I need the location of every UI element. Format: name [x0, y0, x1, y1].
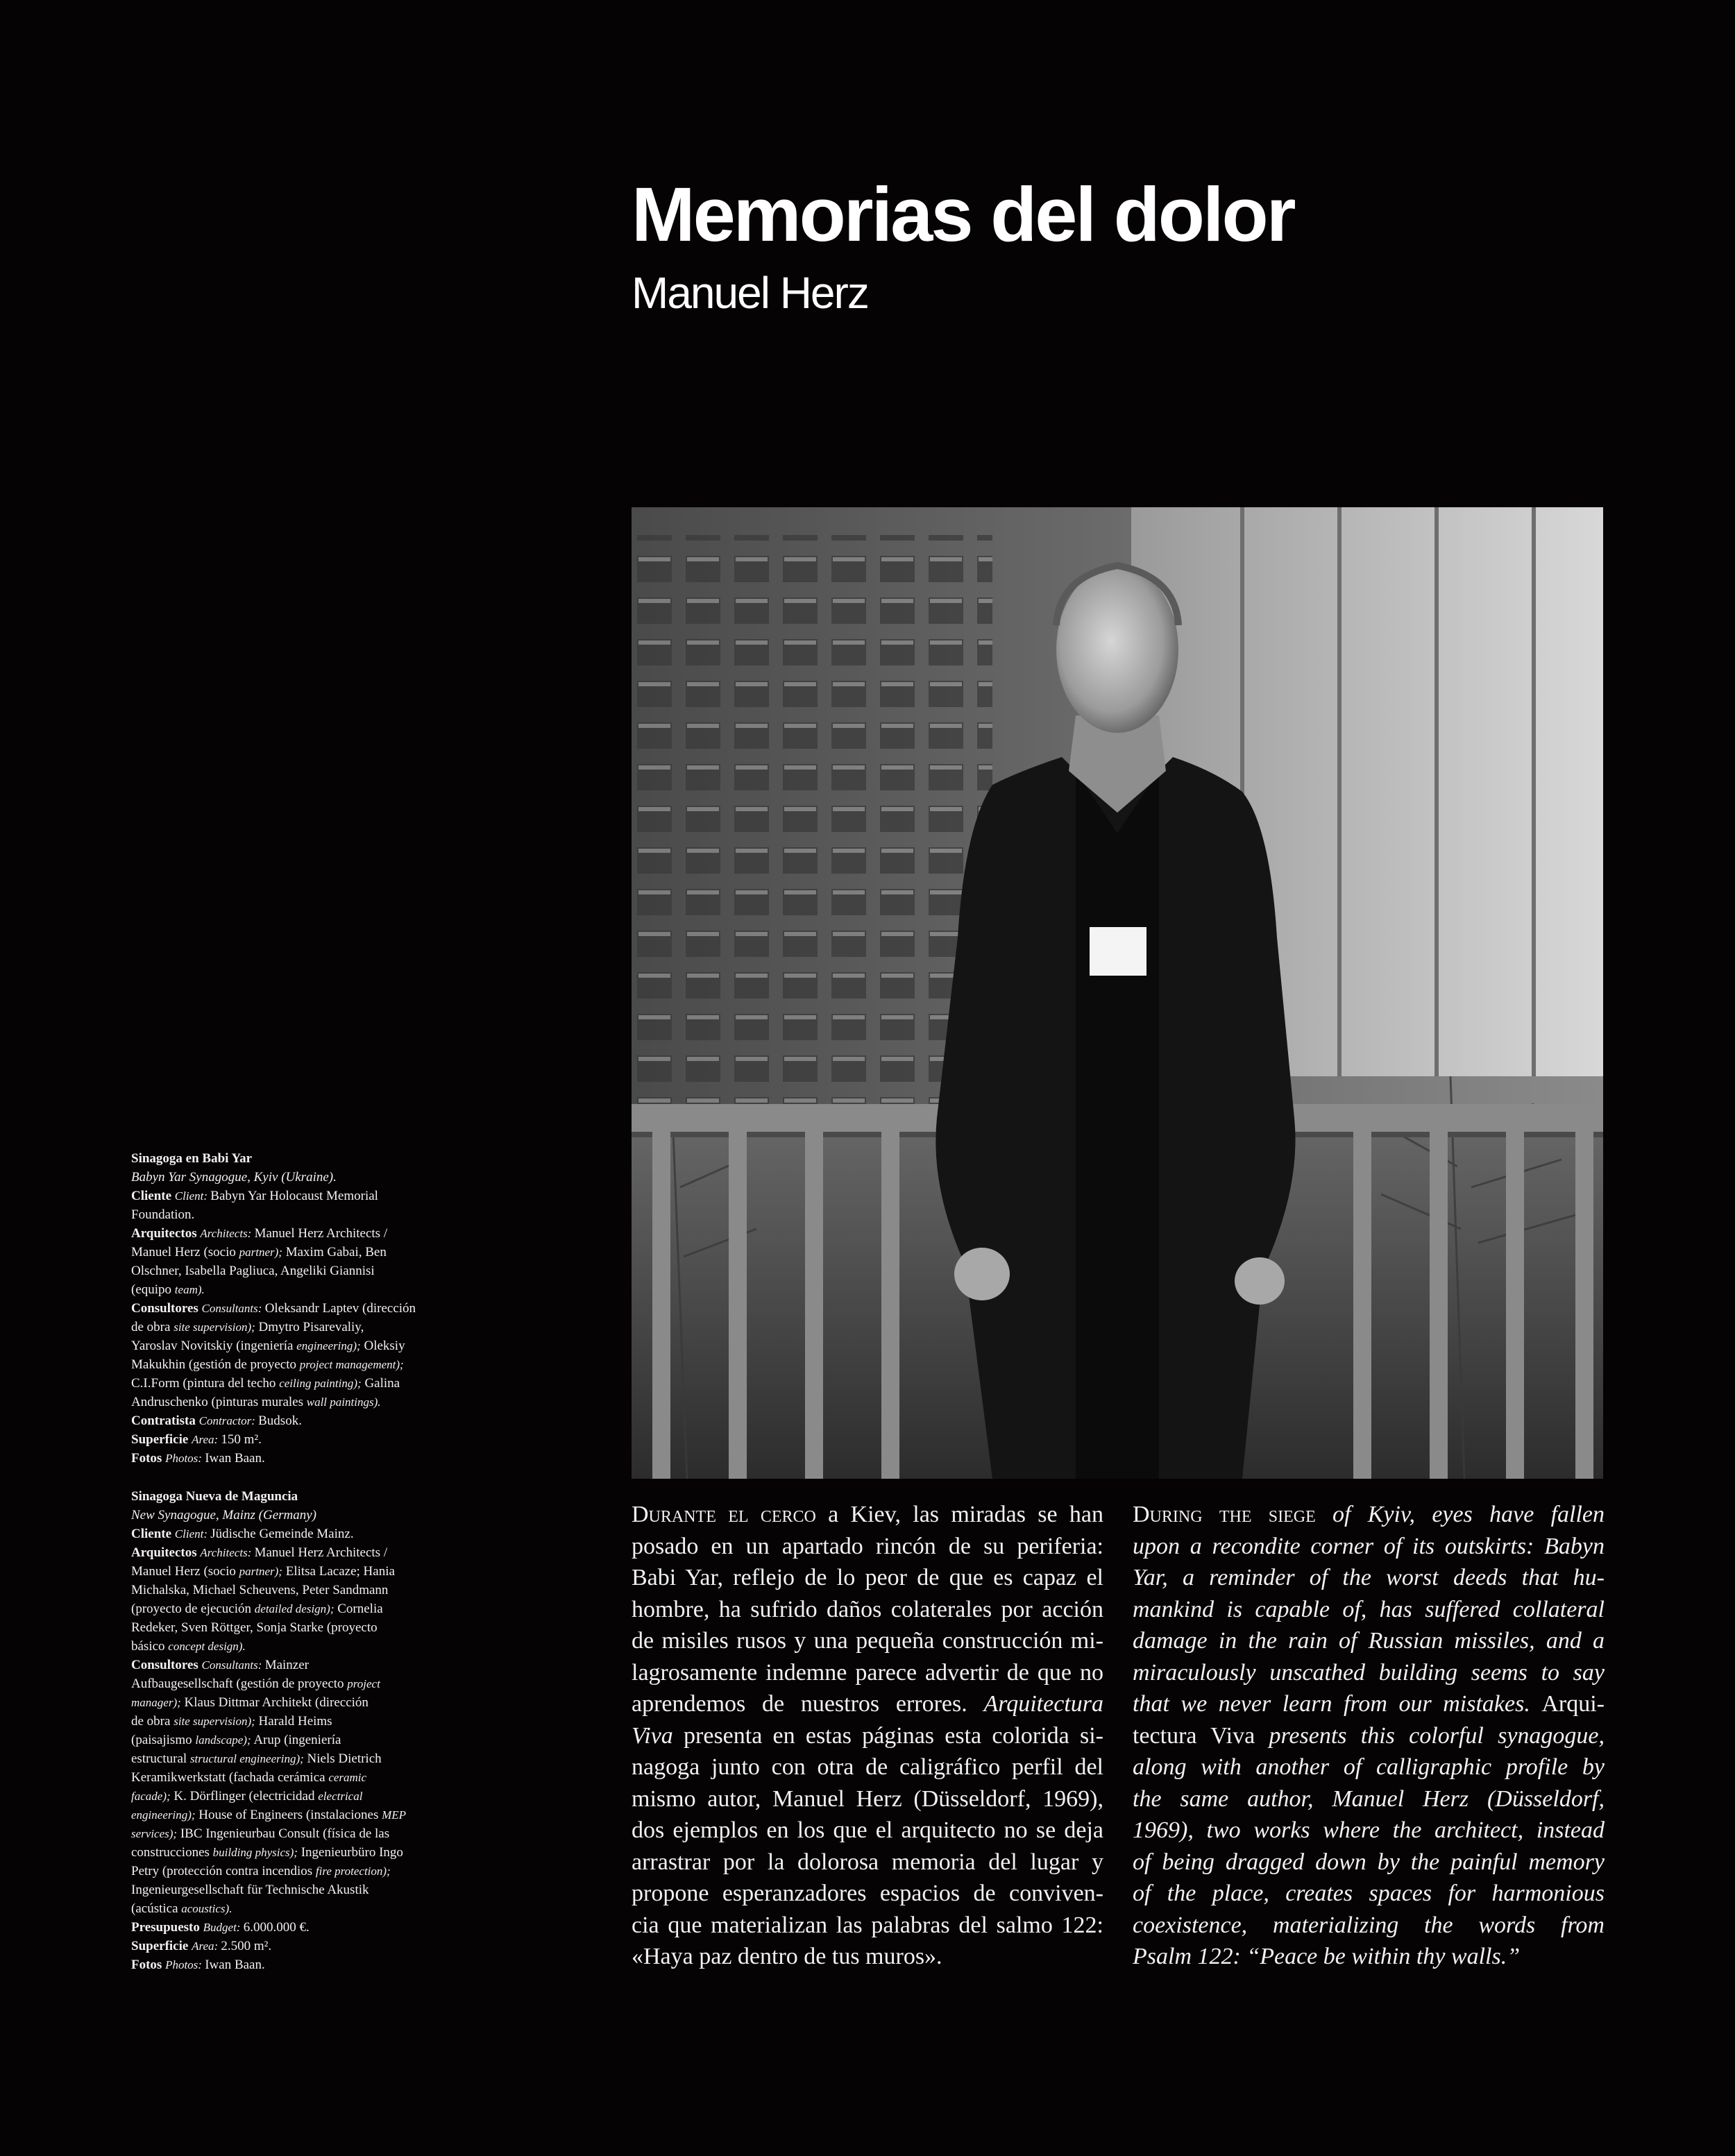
credit-label: Arquitectos — [131, 1226, 201, 1241]
credit-line — [131, 1525, 492, 1543]
credit-value: Foundation. — [131, 1207, 195, 1222]
text-line — [1133, 1720, 1605, 1752]
credit-label: Consultores — [131, 1658, 202, 1672]
credit-title: Sinagoga Nueva de Maguncia — [131, 1489, 298, 1504]
text-segment: miraculously unscathed building seems to say — [1133, 1659, 1605, 1686]
text-segment: aprendemos de nuestros errores. — [632, 1691, 984, 1717]
project-credits-babi-yar — [131, 1149, 492, 1468]
credit-english: services); — [131, 1827, 178, 1840]
credit-english: detailed design); — [254, 1602, 335, 1615]
credit-line — [131, 1637, 492, 1656]
text-segment: nagoga junto con otra de caligráfico perfil del — [632, 1754, 1103, 1780]
credit-english: partner); — [239, 1246, 282, 1259]
text-segment: Babi Yar, reflejo de lo peor de que es capaz el — [632, 1565, 1103, 1590]
credit-line — [131, 1731, 492, 1749]
body-text-spanish — [632, 1499, 1103, 1973]
credit-value: básico — [131, 1639, 169, 1654]
text-line — [1133, 1562, 1605, 1594]
credit-english: facade); — [131, 1790, 171, 1803]
credit-value: IBC Ingenieurbau Consult (física de las — [177, 1826, 390, 1841]
credit-english: concept design). — [168, 1640, 246, 1653]
credit-english: MEP — [382, 1808, 407, 1822]
credit-value: (equipo — [131, 1282, 175, 1297]
credit-english: project management); — [299, 1358, 404, 1371]
text-segment: Viva — [632, 1722, 673, 1749]
credit-english: project — [347, 1677, 380, 1690]
credit-value: Manuel Herz Architects / — [254, 1545, 388, 1560]
text-segment: 1969), two works where the architect, instead — [1133, 1817, 1605, 1843]
credit-value: Arup (ingeniería — [251, 1733, 341, 1747]
credit-value: Iwan Baan. — [205, 1958, 265, 1972]
credit-line — [131, 1430, 492, 1449]
body-text-english — [1133, 1499, 1605, 1973]
credit-value: Redeker, Sven Röttger, Sonja Starke (proyecto — [131, 1620, 378, 1635]
credit-line — [131, 1599, 492, 1618]
credit-value: Manuel Herz (socio — [131, 1245, 239, 1259]
credit-line — [131, 1918, 492, 1937]
text-segment: of being dragged down by the painful memory — [1133, 1849, 1605, 1875]
text-segment: presents this colorful synagogue, — [1255, 1722, 1605, 1749]
credit-label: Consultores — [131, 1301, 202, 1316]
text-line — [632, 1688, 1103, 1720]
text-line — [632, 1751, 1103, 1783]
credit-line — [131, 1243, 492, 1262]
text-line — [632, 1941, 1103, 1973]
credit-line — [131, 1411, 492, 1430]
text-segment: the same author, Manuel Herz (Düsseldorf, — [1133, 1785, 1605, 1812]
text-segment: propone esperanzadores espacios de conviven- — [632, 1881, 1103, 1906]
credit-value: (proyecto de ejecución — [131, 1602, 255, 1616]
credit-english: Consultants: — [201, 1658, 265, 1672]
credit-value: Ingenieurbüro Ingo — [297, 1845, 403, 1860]
credit-line — [131, 1562, 492, 1581]
text-line — [632, 1847, 1103, 1878]
credit-english: ceramic — [328, 1771, 367, 1784]
text-line — [1133, 1594, 1605, 1626]
text-segment: presenta en estas páginas esta colorida si- — [672, 1722, 1103, 1749]
credit-english: team). — [174, 1283, 205, 1296]
credit-english: Budget: — [203, 1921, 244, 1934]
credit-value: House of Engineers (instalaciones — [195, 1808, 382, 1822]
credit-line — [131, 1881, 492, 1899]
credit-subtitle: Babyn Yar Synagogue, Kyiv (Ukraine). — [131, 1170, 337, 1185]
credit-english: ceiling painting); — [279, 1377, 362, 1390]
credit-line — [131, 1618, 492, 1637]
credit-line — [131, 1862, 492, 1881]
credit-line — [131, 1262, 492, 1280]
credit-line — [131, 1806, 492, 1824]
portrait-illustration — [632, 507, 1603, 1479]
credit-line — [131, 1749, 492, 1768]
text-segment: of Kyiv, eyes have fallen — [1315, 1502, 1605, 1527]
text-segment: «Haya paz dentro de tus muros». — [632, 1944, 942, 1969]
credit-label: Arquitectos — [131, 1545, 201, 1560]
credit-value: Budsok. — [258, 1414, 302, 1428]
text-segment: a Kiev, las miradas se han — [815, 1502, 1103, 1527]
credit-value: Aufbaugesellschaft (gestión de proyecto — [131, 1677, 348, 1691]
credit-value: Klaus Dittmar Architekt (dirección — [180, 1695, 369, 1710]
credit-value: Cornelia — [334, 1602, 383, 1616]
credit-value: Babyn Yar Holocaust Memorial — [210, 1189, 378, 1203]
credit-english: Area: — [192, 1939, 221, 1953]
credit-english: engineering); — [131, 1808, 196, 1822]
credit-english: landscape); — [195, 1733, 251, 1747]
credit-english: acoustics). — [181, 1902, 232, 1915]
text-line — [632, 1625, 1103, 1657]
credit-value: 2.500 m². — [221, 1939, 272, 1953]
credit-line — [131, 1693, 492, 1712]
text-segment: Durante el cerco — [632, 1502, 816, 1527]
credit-value: Ingenieurgesellschaft für Technische Akustik — [131, 1883, 369, 1897]
credit-value: Andruschenko (pinturas murales — [131, 1395, 307, 1409]
credit-line — [131, 1899, 492, 1918]
credit-english: manager); — [131, 1696, 181, 1709]
portrait-photo — [632, 507, 1603, 1479]
credit-line — [131, 1205, 492, 1224]
credit-line — [131, 1787, 492, 1806]
text-line — [1133, 1910, 1605, 1942]
credit-english: partner); — [239, 1565, 282, 1578]
credit-value: Iwan Baan. — [205, 1451, 265, 1466]
credit-line — [131, 1318, 492, 1336]
text-line — [632, 1594, 1103, 1626]
credit-label: Cliente — [131, 1527, 175, 1541]
credit-line — [131, 1280, 492, 1299]
text-line — [1133, 1751, 1605, 1783]
credit-line — [131, 1581, 492, 1599]
author-name: Manuel Herz — [632, 268, 868, 318]
text-segment: hombre, ha sufrido daños colaterales por acción — [632, 1596, 1103, 1622]
credit-value: Mainzer — [264, 1658, 309, 1672]
credit-english: Contractor: — [198, 1414, 259, 1427]
text-line — [1133, 1878, 1605, 1910]
text-line — [632, 1783, 1103, 1815]
text-line — [632, 1562, 1103, 1594]
credit-line — [131, 1768, 492, 1787]
credit-value: C.I.Form (pintura del techo — [131, 1376, 280, 1391]
credit-value: Dmytro Pisarevaliy, — [255, 1320, 364, 1334]
credit-value: construcciones — [131, 1845, 213, 1860]
credit-label: Contratista — [131, 1414, 199, 1428]
credit-value: Manuel Herz (socio — [131, 1564, 239, 1579]
text-segment: Yar, a reminder of the worst deeds that hu- — [1133, 1565, 1605, 1590]
credit-line — [131, 1824, 492, 1843]
credit-line — [131, 1656, 492, 1674]
credit-line — [131, 1449, 492, 1468]
text-line — [1133, 1783, 1605, 1815]
credit-value: Harald Heims — [255, 1714, 332, 1729]
credit-value: 150 m². — [221, 1432, 262, 1447]
credit-value: Michalska, Michael Scheuvens, Peter Sandmann — [131, 1583, 389, 1597]
credit-label: Fotos — [131, 1451, 166, 1466]
credit-line — [131, 1355, 492, 1374]
text-line — [632, 1878, 1103, 1910]
text-segment: that we never learn from our mistakes. — [1133, 1691, 1542, 1717]
credit-english: Consultants: — [201, 1302, 265, 1315]
text-line — [632, 1910, 1103, 1942]
text-segment: along with another of calligraphic profile by — [1133, 1754, 1605, 1780]
text-segment: dos ejemplos en los que el arquitecto no se deja — [632, 1817, 1103, 1843]
credit-value: Petry (protección contra incendios — [131, 1864, 316, 1878]
credit-english: site supervision); — [174, 1715, 255, 1728]
credit-value: de obra — [131, 1320, 174, 1334]
text-line — [632, 1815, 1103, 1847]
credit-value: estructural — [131, 1751, 190, 1766]
text-line — [632, 1499, 1103, 1531]
credit-value: (paisajismo — [131, 1733, 196, 1747]
credit-value: de obra — [131, 1714, 174, 1729]
credit-value: Jüdische Gemeinde Mainz. — [210, 1527, 354, 1541]
credit-line — [131, 1937, 492, 1955]
credit-value: Yaroslav Novitskiy (ingeniería — [131, 1339, 297, 1353]
text-line — [632, 1657, 1103, 1689]
credit-english: fire protection); — [315, 1865, 391, 1878]
credit-label: Presupuesto — [131, 1920, 203, 1935]
credit-subtitle: New Synagogue, Mainz (Germany) — [131, 1508, 317, 1522]
credit-value: Elitsa Lacaze; Hania — [282, 1564, 395, 1579]
credit-line — [131, 1712, 492, 1731]
credit-value: Olschner, Isabella Pagliuca, Angeliki Giannisi — [131, 1264, 375, 1278]
credit-value: Keramikwerkstatt (fachada cerámica — [131, 1770, 329, 1785]
credit-value: K. Dörflinger (electricidad — [170, 1789, 319, 1803]
project-credits-mainz — [131, 1487, 492, 1974]
text-segment: tectura Viva — [1133, 1722, 1255, 1749]
text-segment: mismo autor, Manuel Herz (Düsseldorf, 1969), — [632, 1785, 1103, 1812]
credit-english: structural engineering); — [189, 1752, 304, 1765]
text-segment: mankind is capable of, has suffered collateral — [1133, 1596, 1605, 1622]
credit-value: (acústica — [131, 1901, 182, 1916]
credit-english: Area: — [192, 1433, 221, 1446]
credit-english: engineering); — [296, 1339, 361, 1352]
text-segment: lagrosamente indemne parece advertir de que no — [632, 1659, 1103, 1686]
credit-title: Sinagoga en Babi Yar — [131, 1151, 253, 1166]
credit-english: electrical — [318, 1790, 363, 1803]
text-segment: arrastrar por la dolorosa memoria del lugar y — [632, 1849, 1103, 1875]
credit-english: Photos: — [165, 1452, 205, 1465]
text-segment: of the place, creates spaces for harmonious — [1133, 1881, 1605, 1906]
text-segment: cia que materializan las palabras del salmo 122: — [632, 1912, 1103, 1938]
text-line — [1133, 1688, 1605, 1720]
credit-line — [131, 1674, 492, 1693]
credit-english: Client: — [174, 1189, 211, 1203]
credit-english: site supervision); — [174, 1321, 255, 1334]
credit-line — [131, 1224, 492, 1243]
credit-english: Client: — [174, 1527, 211, 1540]
text-segment: de misiles rusos y una pequeña construcción mi- — [632, 1628, 1103, 1654]
credit-english: building physics); — [212, 1846, 298, 1859]
credit-value: Niels Dietrich — [303, 1751, 382, 1766]
credit-line — [131, 1299, 492, 1318]
text-line — [1133, 1531, 1605, 1563]
text-line — [1133, 1657, 1605, 1689]
credit-value: Oleksiy — [360, 1339, 405, 1353]
credit-label: Fotos — [131, 1958, 166, 1972]
credit-line — [131, 1374, 492, 1393]
text-segment: Psalm 122: “Peace be within thy walls.” — [1133, 1944, 1521, 1969]
text-segment: During the siege — [1133, 1502, 1316, 1527]
text-line — [632, 1531, 1103, 1563]
credit-label: Cliente — [131, 1189, 175, 1203]
credit-english: Architects: — [200, 1546, 255, 1559]
credit-english: wall paintings). — [306, 1395, 381, 1409]
credit-value: Galina — [361, 1376, 400, 1391]
credit-line — [131, 1393, 492, 1411]
credit-label: Superficie — [131, 1432, 192, 1447]
text-line — [1133, 1847, 1605, 1878]
text-line — [1133, 1499, 1605, 1531]
text-segment: coexistence, materializing the words from — [1133, 1912, 1605, 1938]
credit-value: Manuel Herz Architects / — [254, 1226, 388, 1241]
text-segment: Arqui- — [1541, 1691, 1605, 1717]
text-segment: damage in the rain of Russian missiles, and a — [1133, 1628, 1605, 1654]
text-segment: Arquitectura — [983, 1691, 1103, 1717]
credit-english: Architects: — [200, 1227, 255, 1240]
page-title: Memorias del dolor — [632, 172, 1294, 257]
text-line — [1133, 1941, 1605, 1973]
credit-value: Maxim Gabai, Ben — [282, 1245, 387, 1259]
credit-line — [131, 1543, 492, 1562]
text-segment: upon a recondite corner of its outskirts: Babyn — [1133, 1533, 1605, 1559]
text-line — [632, 1720, 1103, 1752]
credit-value: Makukhin (gestión de proyecto — [131, 1357, 300, 1372]
credit-line — [131, 1336, 492, 1355]
credit-line — [131, 1955, 492, 1974]
credit-label: Superficie — [131, 1939, 192, 1953]
credit-english: Photos: — [165, 1958, 205, 1971]
credit-value: Oleksandr Laptev (dirección — [264, 1301, 416, 1316]
credit-line — [131, 1843, 492, 1862]
text-line — [1133, 1815, 1605, 1847]
credit-value: 6.000.000 €. — [243, 1920, 310, 1935]
text-line — [1133, 1625, 1605, 1657]
credit-line — [131, 1187, 492, 1205]
text-segment: posado en un apartado rincón de su periferia: — [632, 1533, 1103, 1559]
